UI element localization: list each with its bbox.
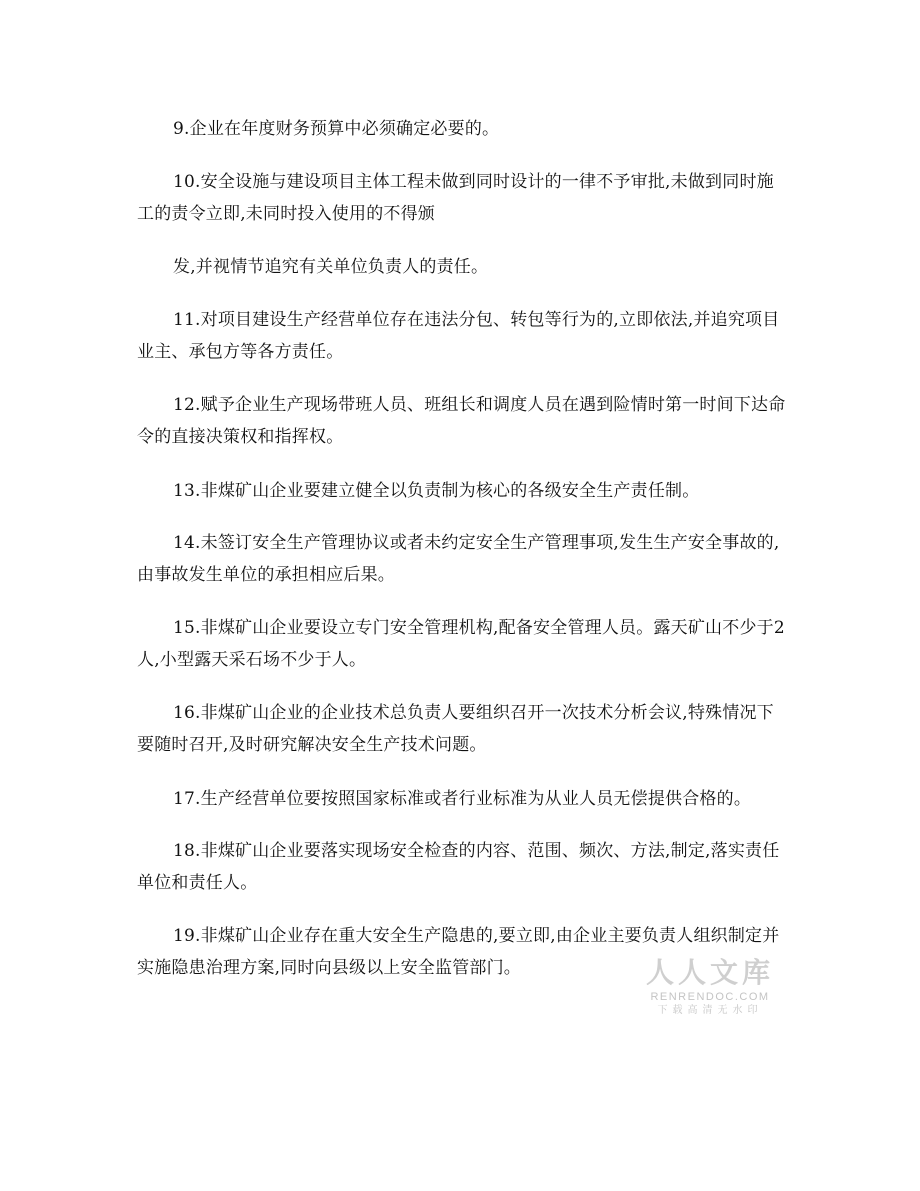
- paragraph-10-continued: 发,并视情节追究有关单位负责人的责任。: [173, 257, 489, 277]
- paragraph-16: 16.非煤矿山企业的企业技术总负责人要组织召开一次技术分析会议,特殊情况下要随时召开,及时研究解决安全生产技术问题。: [137, 703, 774, 755]
- paragraph-15: 15.非煤矿山企业要设立专门安全管理机构,配备安全管理人员。露天矿山不少于2人,小型露天采石场不少于人。: [137, 618, 785, 670]
- paragraph-9: 9.企业在年度财务预算中必须确定必要的。: [173, 119, 500, 139]
- paragraph-19: 19.非煤矿山企业存在重大安全生产隐患的,要立即,由企业主要负责人组织制定并实施隐患治理方案,同时向县级以上安全监管部门。: [137, 926, 780, 978]
- watermark-subtitle: 下载高清无水印: [657, 1005, 763, 1016]
- watermark-site: RENRENDOC.COM: [650, 991, 770, 1003]
- watermark-title: 人人文库: [645, 956, 774, 989]
- paragraph-11: 11.对项目建设生产经营单位存在违法分包、转包等行为的,立即依法,并追究项目业主、承包方等各方责任。: [137, 310, 780, 362]
- paragraph-10: 10.安全设施与建设项目主体工程未做到同时设计的一律不予审批,未做到同时施工的责令立即,未同时投入使用的不得颁: [137, 172, 774, 224]
- watermark-logo: [640, 956, 780, 1018]
- paragraph-17: 17.生产经营单位要按照国家标准或者行业标准为从业人员无偿提供合格的。: [173, 789, 752, 809]
- paragraph-12: 12.赋予企业生产现场带班人员、班组长和调度人员在遇到险情时第一时间下达命令的直接决策权和指挥权。: [137, 395, 786, 447]
- paragraph-18: 18.非煤矿山企业要落实现场安全检查的内容、范围、频次、方法,制定,落实责任单位和责任人。: [137, 841, 780, 893]
- paragraph-14: 14.未签订安全生产管理协议或者未约定安全生产管理事项,发生生产安全事故的,由事故发生单位的承担相应后果。: [137, 533, 780, 585]
- paragraph-13: 13.非煤矿山企业要建立健全以负责制为核心的各级安全生产责任制。: [173, 481, 700, 501]
